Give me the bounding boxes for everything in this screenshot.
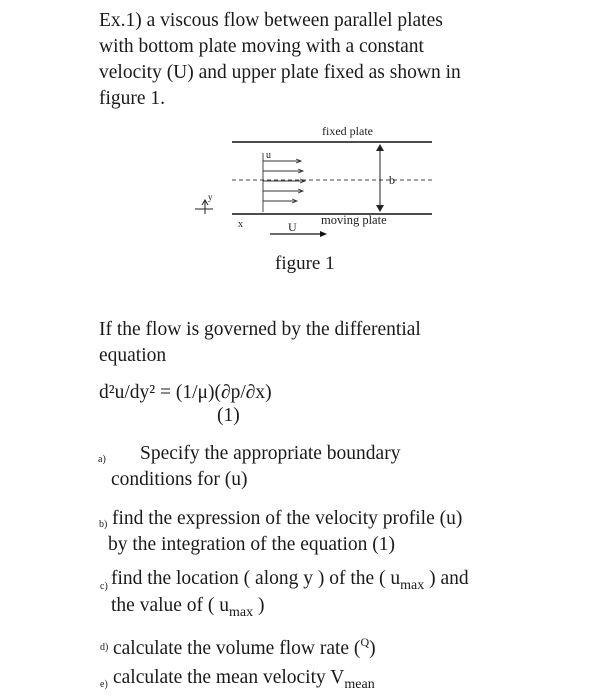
equation-number: (1) — [217, 405, 240, 426]
part-d-line: calculate the volume flow rate ($^Q$) — [113, 635, 376, 659]
part-b-line-2: by the integration of the equation (1) — [108, 534, 395, 555]
part-e-marker: e) — [100, 679, 108, 690]
part-c-marker: c) — [100, 581, 108, 592]
u-small-label: u — [266, 150, 271, 161]
part-b-marker: b) — [99, 519, 108, 530]
part-c-line-2: the value of ( $u_{max}$ ) — [111, 595, 265, 620]
gap-dimension-b — [376, 144, 384, 212]
y-axis-arrow — [195, 200, 213, 214]
part-b-line-1: find the expression of the velocity profile (u) — [112, 508, 463, 529]
part-a-line-2: conditions for (u) — [111, 469, 248, 490]
part-a-line-1: Specify the appropriate boundary — [140, 443, 401, 464]
gap-b-label: b — [389, 173, 395, 187]
governing-equation: d²u/dy² = (1/μ)(∂p/∂x) — [99, 382, 272, 403]
y-axis-label: y — [208, 192, 213, 202]
fixed-plate-label: fixed plate — [322, 124, 373, 138]
intro-line-4: figure 1. — [99, 88, 166, 109]
question-line-2: equation — [99, 345, 167, 366]
question-line-1: If the flow is governed by the differential — [99, 319, 421, 340]
flow-rate-symbol: Q — [360, 635, 370, 649]
moving-plate-label: moving plate — [321, 213, 387, 227]
part-c-line-1: find the location ( along y ) of the ( $u_{max}$ ) and — [111, 568, 469, 593]
intro-line-2: with bottom plate moving with a constant — [99, 36, 424, 57]
U-arrow — [270, 231, 327, 237]
velocity-profile — [263, 153, 305, 212]
part-a-marker: a) — [98, 454, 106, 465]
intro-line-3: velocity (U) and upper plate fixed as shown in — [99, 62, 461, 83]
U-label: U — [288, 220, 297, 234]
x-axis-label: x — [238, 219, 243, 230]
intro-line-1: Ex.1) a viscous flow between parallel plates — [99, 10, 443, 31]
figure-caption: figure 1 — [275, 253, 335, 274]
part-d-marker: d) — [100, 642, 109, 653]
part-e-line: calculate the mean velocity $V_{mean}$ — [113, 667, 375, 692]
